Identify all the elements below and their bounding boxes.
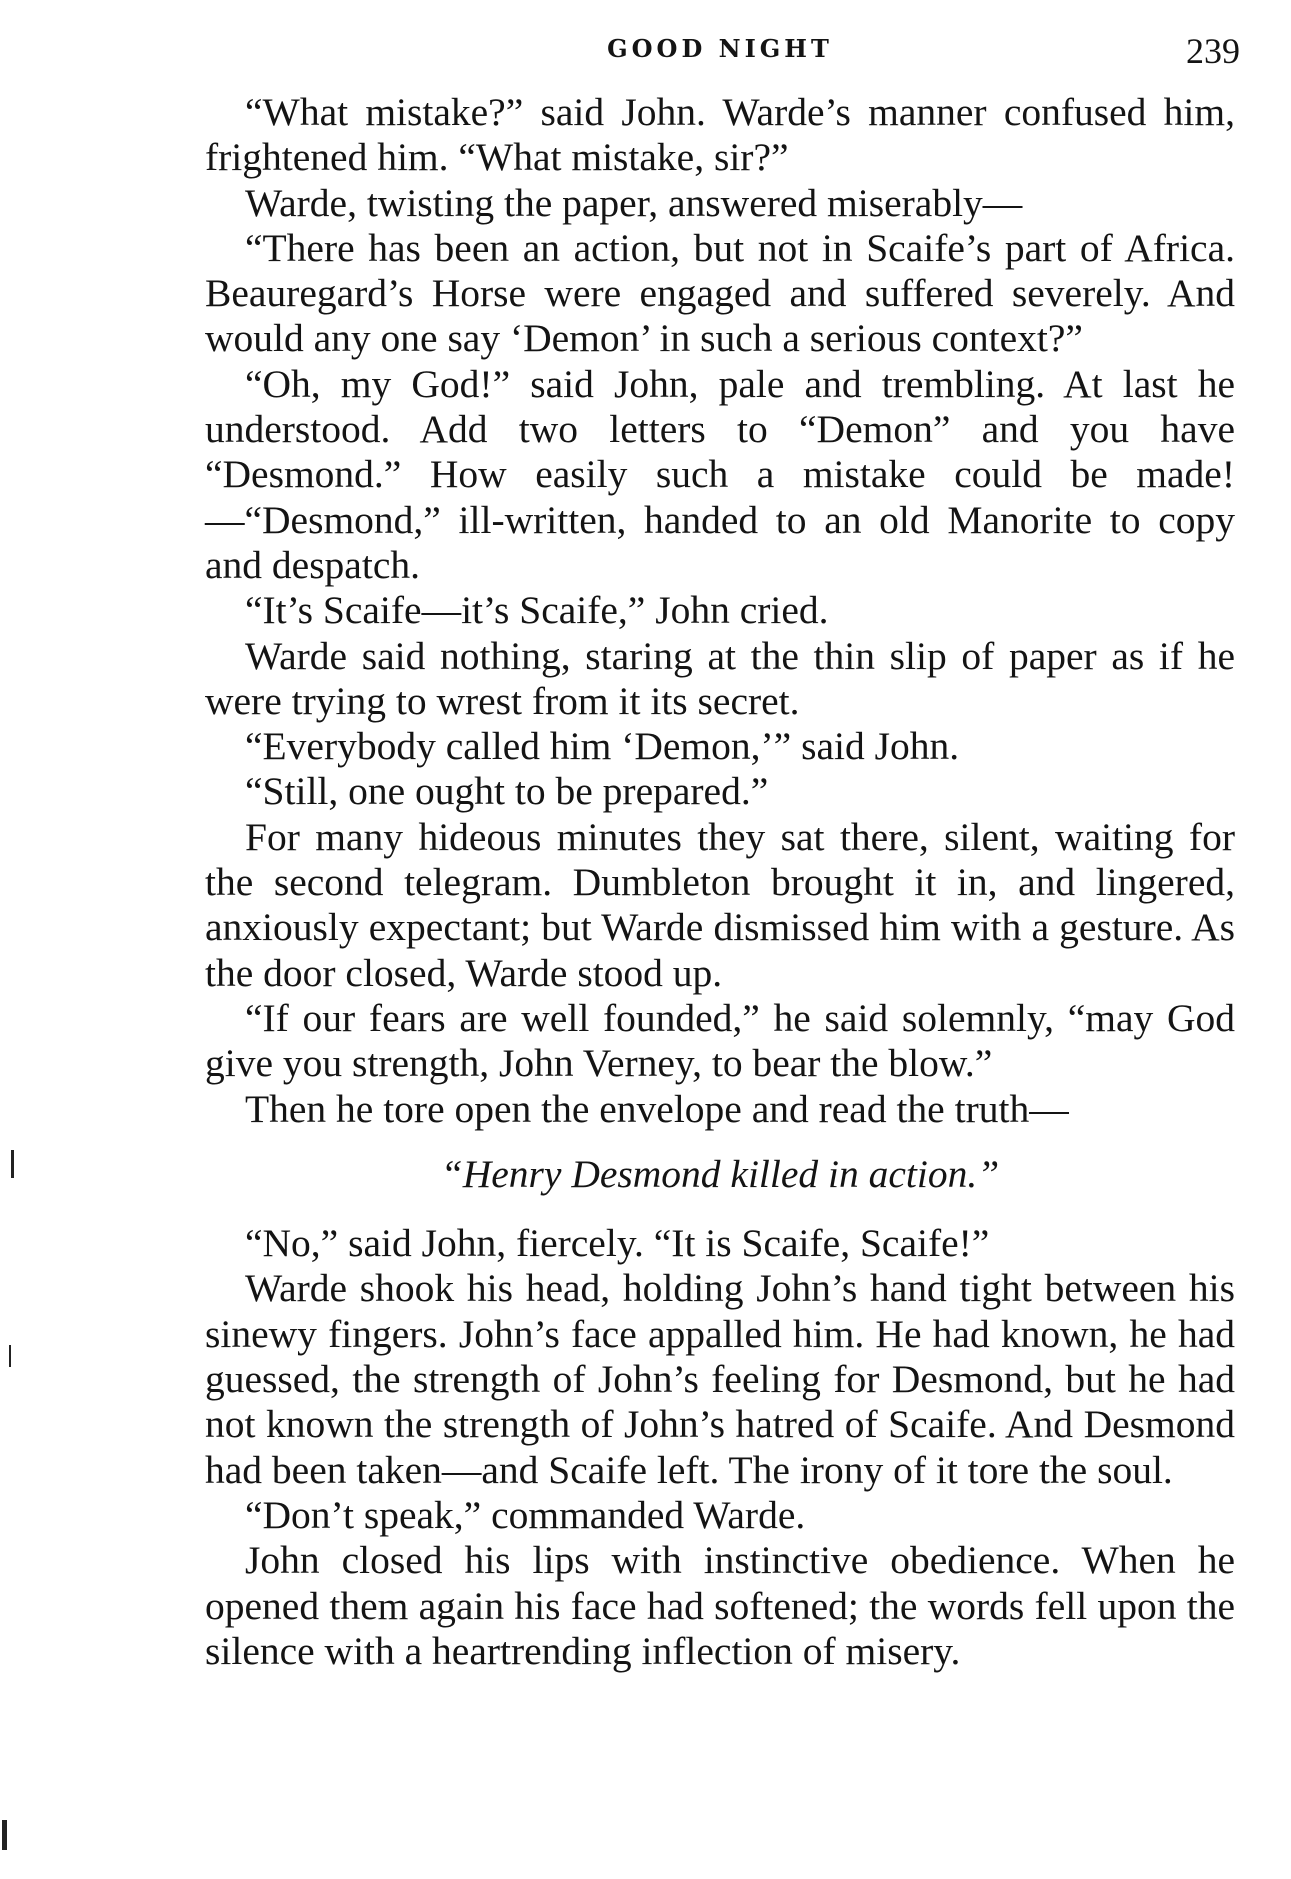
paragraph: Warde said nothing, staring at the thin slip of paper as if he were trying to wrest from it its secret. [205, 633, 1235, 723]
telegram-quote: “Henry Desmond killed in action.” [440, 1151, 1000, 1196]
scan-artifact [2, 1820, 7, 1850]
running-head: GOOD NIGHT [607, 34, 833, 63]
paragraph: “Oh, my God!” said John, pale and trembling. At last he understood. Add two letters to “Demon” and you have “Desmond.” How easily such a mistake could be made!—“Desmond,” ill-written, handed to an old Manorite to copy and despatch. [205, 361, 1235, 587]
paragraph: “There has been an action, but not in Scaife’s part of Africa. Beauregard’s Horse were engaged and suffered severely. And would any one say ‘Demon’ in such a serious context?” [205, 225, 1235, 361]
paragraph: For many hideous minutes they sat there, silent, waiting for the second telegram. Dumbleton brought it in, and lingered, anxiously expectant; but Warde dismissed him with a gesture. As the door closed, Warde stood up. [205, 814, 1235, 995]
paragraph: “It’s Scaife—it’s Scaife,” John cried. [245, 588, 829, 633]
paragraph: Then he tore open the envelope and read the truth— [245, 1086, 1069, 1131]
page-number: 239 [1186, 31, 1240, 71]
paragraph: Warde shook his head, holding John’s hand tight between his sinewy fingers. John’s face appalled him. He had known, he had guessed, the strength of John’s feeling for Desmond, but he had not known the strength of John’s hatred of Scaife. And Desmond had been taken—and Scaife left. The irony of it tore the soul. [205, 1266, 1235, 1492]
paragraph: “What mistake?” said John. Warde’s manner confused him, frightened him. “What mistake, sir?” [205, 90, 1235, 180]
paragraph: “Still, one ought to be prepared.” [245, 769, 769, 814]
paragraph: John closed his lips with instinctive obedience. When he opened them again his face had softened; the words fell upon the silence with a heartrending inflection of misery. [205, 1538, 1235, 1673]
paragraph: “Don’t speak,” commanded Warde. [245, 1492, 806, 1537]
scan-artifact [11, 1150, 14, 1178]
paragraph: “Everybody called him ‘Demon,’” said John. [245, 724, 960, 769]
paragraph: “If our fears are well founded,” he said solemnly, “may God give you strength, John Verney, to bear the blow.” [205, 995, 1235, 1086]
body-text [205, 90, 1235, 1674]
scan-artifact [9, 1345, 11, 1367]
paragraph: “No,” said John, fiercely. “It is Scaife, Scaife!” [245, 1221, 990, 1266]
paragraph: Warde, twisting the paper, answered miserably— [245, 180, 1023, 225]
page-header [200, 30, 1240, 80]
